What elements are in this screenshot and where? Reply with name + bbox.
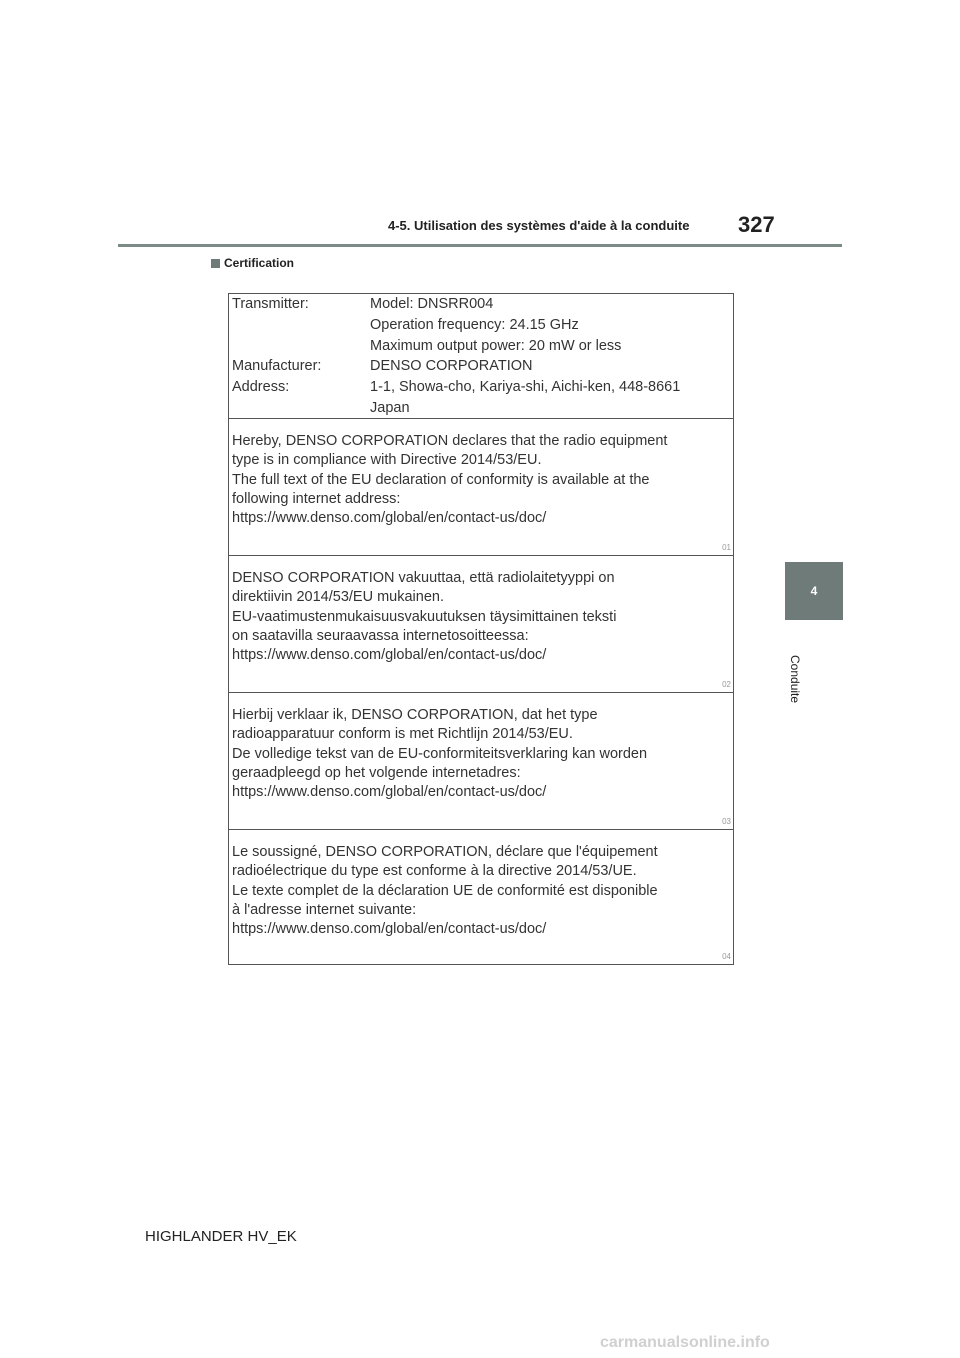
manufacturer-label: Manufacturer: (232, 358, 322, 374)
transmitter-info-cell (229, 294, 733, 419)
declaration-line: geraadpleegd op het volgende internetadres: (232, 764, 521, 781)
frequency-value: Operation frequency: 24.15 GHz (370, 317, 579, 333)
page-number: 327 (738, 212, 775, 237)
declaration-line: Hereby, DENSO CORPORATION declares that the radio equipment (232, 433, 668, 449)
chapter-tab-label: Conduite (788, 655, 802, 704)
address-country: Japan (370, 400, 410, 416)
manufacturer-value: DENSO CORPORATION (370, 358, 533, 374)
declaration-line: à l'adresse internet suivante: (232, 901, 417, 918)
power-value: Maximum output power: 20 mW or less (370, 338, 622, 354)
declaration-url[interactable]: https://www.denso.com/global/en/contact-us/doc/ (232, 921, 547, 938)
declaration-line: direktiivin 2014/53/EU mukainen. (232, 589, 444, 606)
section-heading-text: Certification (224, 256, 295, 270)
chapter-tab-number: 4 (810, 584, 818, 598)
declaration-line: De volledige tekst van de EU-conformiteitsverklaring kan worden (232, 745, 648, 762)
declaration-line: following internet address: (232, 490, 401, 507)
declaration-code: 03 (722, 817, 731, 826)
declaration-line: Hierbij verklaar ik, DENSO CORPORATION, dat het type (232, 707, 598, 723)
footer-model: HIGHLANDER HV_EK (145, 1228, 297, 1245)
declaration-url[interactable]: https://www.denso.com/global/en/contact-us/doc/ (232, 510, 547, 527)
declaration-line: EU-vaatimustenmukaisuusvakuutuksen täysimittainen teksti (232, 608, 617, 625)
chapter-tab[interactable] (785, 562, 843, 620)
declaration-code: 01 (722, 543, 731, 552)
transmitter-label: Transmitter: (232, 296, 309, 312)
declaration-french (229, 830, 733, 964)
declaration-finnish (229, 556, 733, 693)
declaration-url[interactable]: https://www.denso.com/global/en/contact-us/doc/ (232, 784, 547, 801)
declaration-line: radioélectrique du type est conforme à la directive 2014/53/UE. (232, 863, 637, 880)
declaration-line: DENSO CORPORATION vakuuttaa, että radiolaitetyyppi on (232, 570, 615, 586)
square-bullet-icon (211, 259, 220, 268)
declaration-line: on saatavilla seuraavassa internetosoitteessa: (232, 627, 529, 644)
watermark: carmanualsonline.info (600, 1334, 770, 1351)
declaration-line: radioapparatuur conform is met Richtlijn 2014/53/EU. (232, 726, 573, 743)
declaration-code: 04 (722, 952, 731, 961)
declaration-line: type is in compliance with Directive 2014/53/EU. (232, 452, 542, 469)
declaration-code: 02 (722, 680, 731, 689)
declaration-line: Le soussigné, DENSO CORPORATION, déclare que l'équipement (232, 844, 658, 860)
declaration-line: The full text of the EU declaration of conformity is available at the (232, 471, 650, 488)
declaration-dutch (229, 693, 733, 830)
declaration-line: Le texte complet de la déclaration UE de conformité est disponible (232, 882, 658, 899)
declaration-url[interactable]: https://www.denso.com/global/en/contact-us/doc/ (232, 647, 547, 664)
address-label: Address: (232, 379, 290, 395)
address-value: 1-1, Showa-cho, Kariya-shi, Aichi-ken, 448-8661 (370, 379, 681, 395)
header-title: 4-5. Utilisation des systèmes d'aide à la conduite (388, 218, 690, 233)
model-value: Model: DNSRR004 (370, 296, 494, 312)
section-heading (211, 256, 294, 270)
declaration-english (229, 419, 733, 556)
header-rule (118, 244, 842, 247)
certification-box (228, 293, 734, 965)
